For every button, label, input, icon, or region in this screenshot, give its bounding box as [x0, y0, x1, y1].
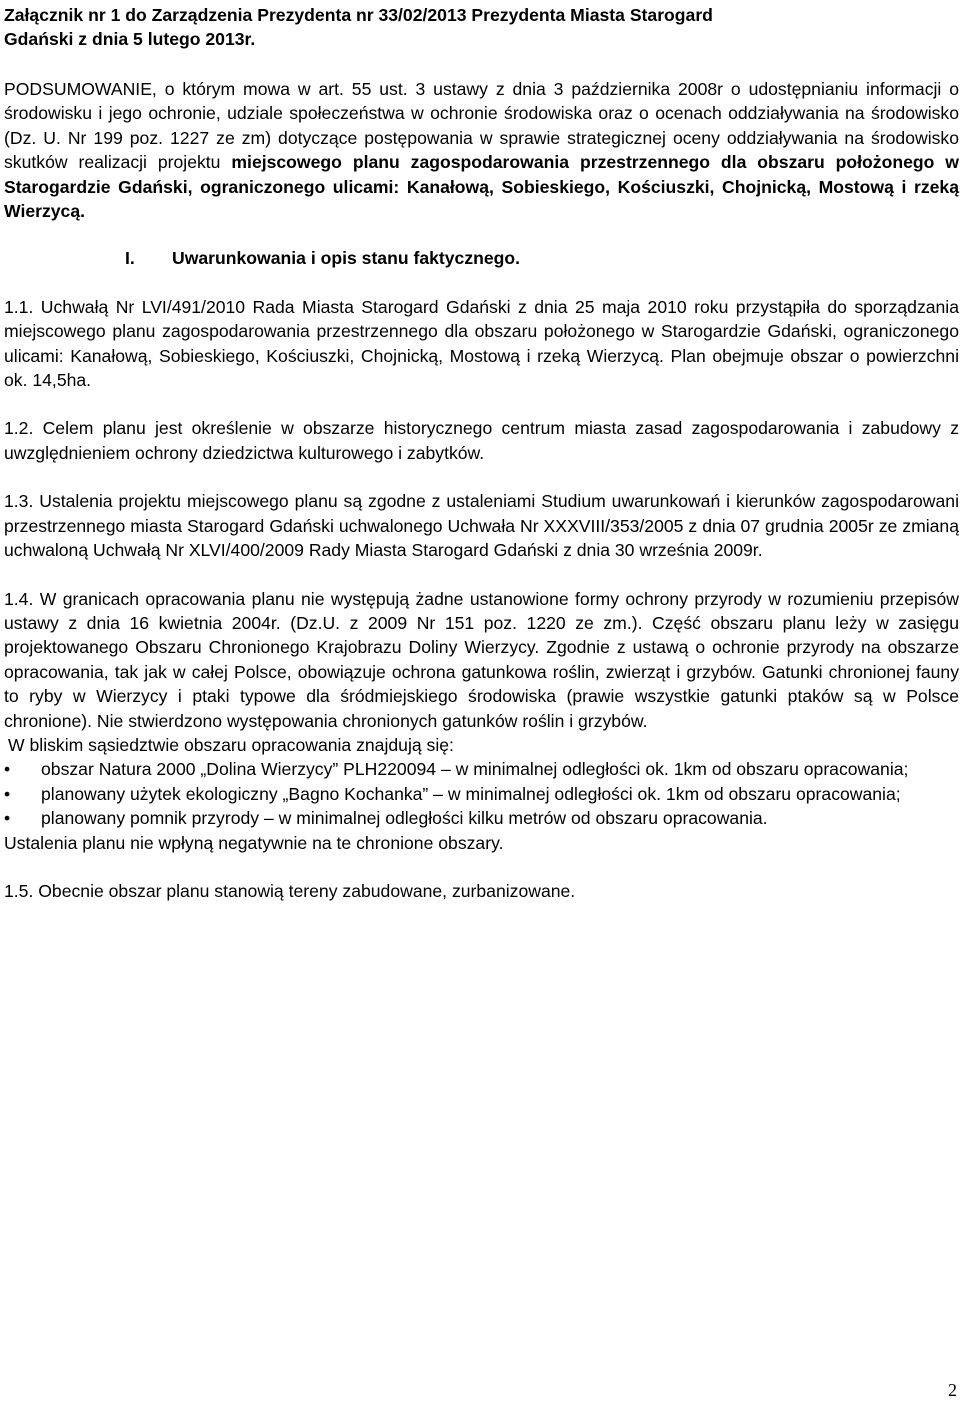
list-item-text: obszar Natura 2000 „Dolina Wierzycy” PLH220094 – w minimalnej odległości ok. 1km od obszaru opracowania; — [41, 759, 909, 780]
list-item — [4, 757, 959, 781]
document-page — [4, 0, 959, 903]
paragraph-1-1: 1.1. Uchwałą Nr LVI/491/2010 Rada Miasta Starogard Gdański z dnia 25 maja 2010 roku przystąpiła do sporządzania miejscowego planu zagospodarowania przestrzennego dla obszaru położonego w Starogardzie Gdański, ograniczonego ulicami: Kanałową, Sobieskiego, Kościuszki, Chojnicką, Mostową i rzeką Wierzycą. Plan obejmuje obszar o powierzchni ok. 14,5ha. — [4, 296, 959, 391]
section-heading — [4, 246, 959, 270]
bullet-icon: • — [4, 808, 11, 829]
bullet-icon: • — [4, 759, 11, 780]
list-item — [4, 782, 959, 806]
paragraph-1-2: 1.2. Celem planu jest określenie w obszarze historycznego centrum miasta zasad zagospodarowania i zabudowy z uwzględnieniem ochrony dziedzictwa kulturowego i zabytków. — [4, 418, 959, 463]
list-item — [4, 806, 959, 830]
list-item-text: planowany pomnik przyrody – w minimalnej odległości kilku metrów od obszaru opracowania. — [41, 808, 768, 829]
nearby-areas-list — [4, 757, 959, 830]
paragraph-1-5: 1.5. Obecnie obszar planu stanowią tereny zabudowane, zurbanizowane. — [4, 880, 576, 901]
protected-areas-conclusion: Ustalenia planu nie wpłyną negatywnie na te chronione obszary. — [4, 832, 504, 853]
summary-text: o którym mowa w art. 55 ust. 3 ustawy z dnia 3 października 2008r o udostępnianiu informacji o środowisku i jego ochronie, udziale społeczeństwa w ochronie środowiska oraz o ocenach oddziaływania na środowisko (Dz. U. Nr 199 poz. 1227 ze zm) dotyczące postępowania w sprawie strategicznej oceny oddziaływania na środowisko skutków realizacji projektu — [4, 79, 959, 173]
summary-intro — [4, 77, 959, 223]
list-item-text: planowany użytek ekologiczny „Bagno Kochanka” – w minimalnej odległości ok. 1km od obszaru opracowania; — [41, 783, 901, 804]
nearby-areas-intro: W bliskim sąsiedztwie obszaru opracowania znajdują się: — [8, 734, 454, 755]
header-line-2: Gdański z dnia 5 lutego 2013r. — [4, 28, 256, 49]
section-number: I. — [125, 248, 135, 269]
attachment-header — [4, 4, 959, 51]
header-line-1: Załącznik nr 1 do Zarządzenia Prezydenta nr 33/02/2013 Prezydenta Miasta Starogard — [4, 5, 713, 25]
page-number: 2 — [948, 1380, 957, 1400]
paragraph-1-3: 1.3. Ustalenia projektu miejscowego planu są zgodne z ustaleniami Studium uwarunkowań i kierunków zagospodarowani przestrzennego miasta Starogard Gdański uchwalonego Uchwała Nr XXXVIII/353/2005 z dnia 07 grudnia 2005r ze zmianą uchwaloną Uchwałą Nr XLVI/400/2009 Rady Miasta Starogard Gdański z dnia 30 września 2009r. — [4, 491, 959, 561]
plan-subject: miejscowego planu zagospodarowania przestrzennego dla obszaru położonego w Starogardzie Gdański, ograniczonego ulicami: Kanałową, Sobieskiego, Kościuszki, Chojnicką, Mostową i rzeką Wierzycą. — [4, 152, 959, 222]
bullet-icon: • — [4, 783, 11, 804]
section-title: Uwarunkowania i opis stanu faktycznego. — [172, 248, 521, 269]
paragraph-1-4: 1.4. W granicach opracowania planu nie występują żadne ustanowione formy ochrony przyrody w rozumieniu przepisów ustawy z dnia 16 kwietnia 2004r. (Dz.U. z 2009 Nr 151 poz. 1220 ze zm.). Część obszaru planu leży w zasięgu projektowanego Obszaru Chronionego Krajobrazu Doliny Wierzycy. Zgodnie z ustawą o ochronie przyrody na obszarze opracowania, tak jak w całej Polsce, obowiązuje ochrona gatunkowa roślin, zwierząt i grzybów. Gatunki chronionej fauny to ryby w Wierzycy i ptaki typowe dla śródmiejskiego środowiska (prawie wszystkie gatunki ptaków są w Polsce chronione). Nie stwierdzono występowania chronionych gatunków roślin i grzybów. — [4, 588, 959, 731]
summary-lead: PODSUMOWANIE, — [4, 79, 157, 99]
